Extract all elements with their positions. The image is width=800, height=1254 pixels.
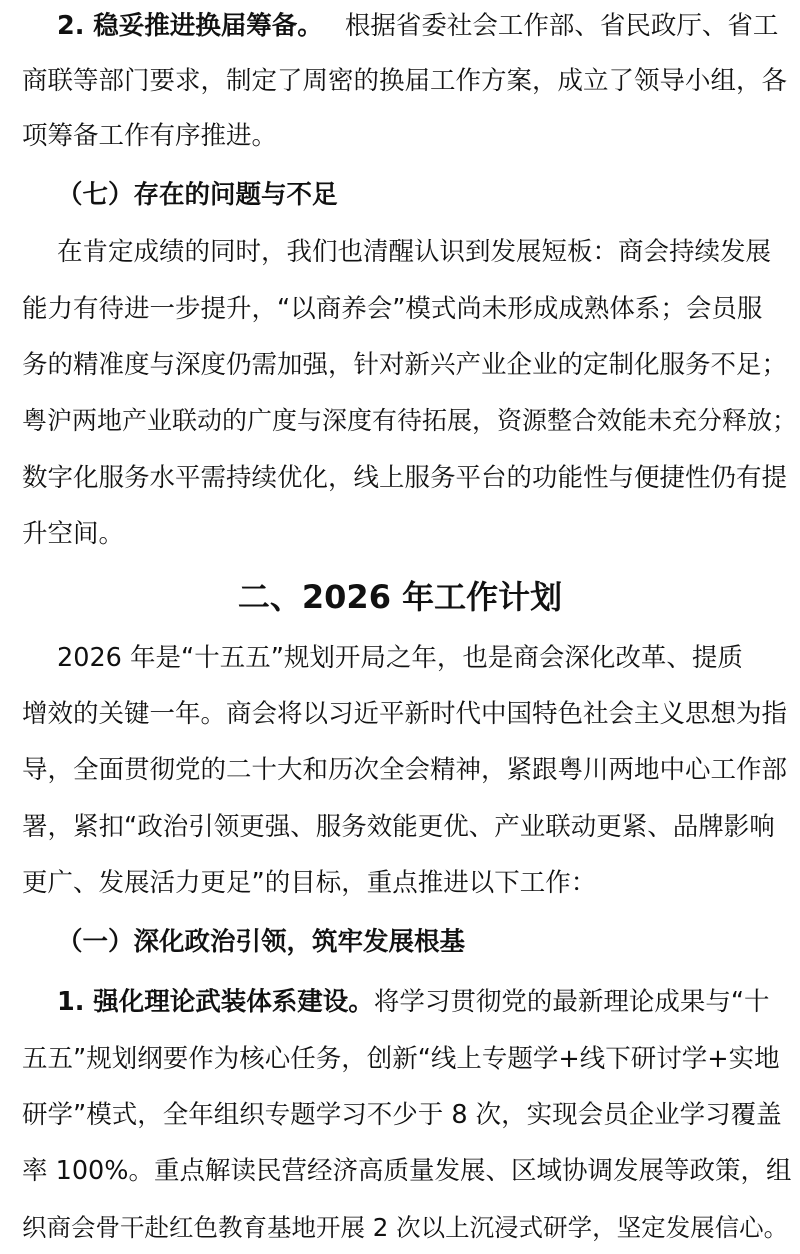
paragraph-line: 五五”规划纲要作为核心任务，创新“线上专题学+线下研讨学+实地 <box>22 1044 780 1074</box>
paragraph-line: 率 100%。重点解读民营经济高质量发展、区域协调发展等政策，组 <box>22 1156 792 1186</box>
paragraph-text: 根据省委社会工作部、省民政厅、省工 <box>344 11 779 41</box>
subheading-inline: 1. 强化理论武装体系建设。 <box>57 987 374 1017</box>
subheading-inline: 2. 稳妥推进换届筹备。 <box>57 11 323 41</box>
paragraph-line: 导，全面贯彻党的二十大和历次全会精神，紧跟粤川两地中心工作部 <box>22 755 788 785</box>
paragraph-line: 数字化服务水平需持续优化，线上服务平台的功能性与便捷性仍有提 <box>22 463 788 493</box>
paragraph-line: 粤沪两地产业联动的广度与深度有待拓展，资源整合效能未充分释放； <box>22 406 798 435</box>
paragraph-text: 将学习贯彻党的最新理论成果与“十 <box>373 987 770 1017</box>
paragraph-line: 增效的关键一年。商会将以习近平新时代中国特色社会主义思想为指 <box>22 699 788 729</box>
section-heading: 二、2026 年工作计划 <box>237 578 563 616</box>
paragraph-line: 研学”模式，全年组织专题学习不少于 8 次，实现会员企业学习覆盖 <box>22 1100 782 1130</box>
paragraph-line: 织商会骨干赴红色教育基地开展 2 次以上沉浸式研学，坚定发展信心。 <box>22 1213 789 1242</box>
subsection-heading: （一）深化政治引领，筑牢发展根基 <box>57 927 466 957</box>
paragraph-line: 商联等部门要求，制定了周密的换届工作方案，成立了领导小组，各 <box>22 66 788 96</box>
paragraph-line: 项筹备工作有序推进。 <box>22 121 278 151</box>
paragraph-line <box>0 982 800 1022</box>
paragraph-line: 升空间。 <box>22 519 125 549</box>
paragraph-line: 务的精准度与深度仍需加强，针对新兴产业企业的定制化服务不足； <box>22 350 788 380</box>
paragraph-line: 能力有待进一步提升，“以商养会”模式尚未形成成熟体系；会员服 <box>22 294 763 324</box>
paragraph-line: 更广、发展活力更足”的目标，重点推进以下工作： <box>22 868 597 898</box>
paragraph-line: 在肯定成绩的同时，我们也清醒认识到发展短板：商会持续发展 <box>57 237 772 267</box>
paragraph-line <box>0 6 800 46</box>
subsection-heading: （七）存在的问题与不足 <box>57 180 338 210</box>
paragraph-line: 署，紧扣“政治引领更强、服务效能更优、产业联动更紧、品牌影响 <box>22 812 775 842</box>
paragraph-line: 2026 年是“十五五”规划开局之年，也是商会深化改革、提质 <box>57 643 743 673</box>
